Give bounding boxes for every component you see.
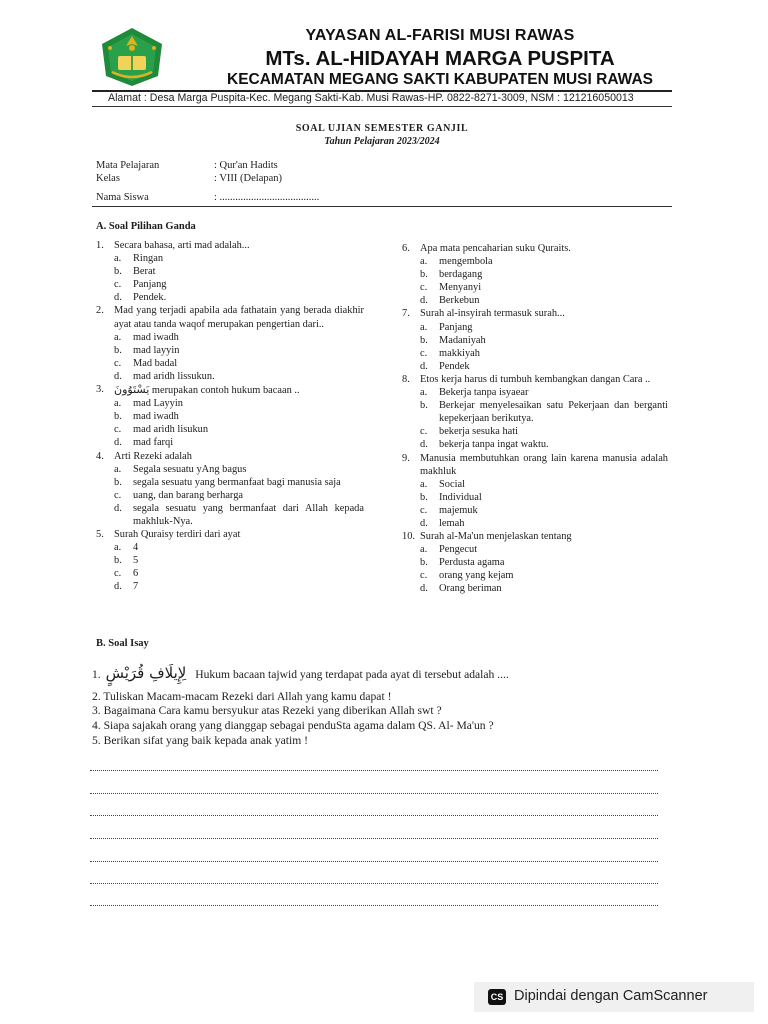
option: bekerja tanpa ingat waktu.: [439, 439, 549, 451]
question-7: 7. Surah al-insyirah termasuk surah... a. Panjang b. Madaniyah c. makkiyah d. Pendek: [402, 308, 565, 372]
option: mengembola: [439, 256, 493, 268]
question-2: 2. Mad yang terjadi apabila ada fathatain yang berada diakhir ayat atau tanda waqof merupakan pengertian dari.. a. mad iwadh b. mad layyin c. Mad badal d. mad aridh lissukun.: [96, 305, 364, 382]
question-text: Surah Quraisy terdiri dari ayat: [114, 529, 241, 541]
option: segala sesuatu yang bermanfaat bagi manusia saja: [133, 476, 341, 488]
address-rule: [92, 106, 672, 107]
option: Perdusta agama: [439, 557, 505, 569]
section-a-title: A. Soal Pilihan Ganda: [96, 221, 196, 232]
identity-class: [96, 173, 282, 184]
essay-question-2: 2. Tuliskan Macam-macam Rezeki dari Allah yang kamu dapat !: [92, 690, 392, 703]
identity-value: : VIII (Delapan): [214, 173, 283, 184]
option: mad iwadh: [133, 331, 179, 343]
option: Panjang: [439, 321, 473, 333]
option: Pengecut: [439, 544, 478, 556]
answer-line: [90, 883, 658, 884]
option: mad farqi: [133, 437, 174, 449]
question-text: Arti Rezeki adalah: [114, 450, 192, 462]
question-text: Apa mata pencaharian suku Quraits.: [420, 243, 571, 254]
identity-label: Nama Siswa: [96, 192, 149, 203]
option: Berkebun: [439, 295, 480, 307]
essay-number: 1.: [92, 668, 101, 681]
option: uang, dan barang berharga: [133, 489, 244, 501]
option: Segala sesuatu yAng bagus: [133, 463, 247, 475]
watermark-text: Dipindai dengan CamScanner: [514, 988, 708, 1004]
identity-subject: [96, 160, 278, 171]
question-text: Surah al-insyirah termasuk surah...: [420, 308, 565, 320]
option: Social: [439, 478, 465, 490]
option: Pendek: [439, 360, 470, 372]
question-10: 10. Surah al-Ma'un menjelaskan tentang a. Pengecut b. Perdusta agama c. orang yang kejam d. Orang beriman: [402, 531, 572, 595]
option: Ringan: [133, 253, 164, 265]
option: lemah: [439, 517, 465, 529]
question-text: Surah al-Ma'un menjelaskan tentang: [420, 531, 572, 543]
option: 4: [133, 542, 139, 554]
option: Berkejar menyelesaikan satu Pekerjaan dan berganti kepekerjaan berikutya.: [439, 400, 668, 425]
question-text: Secara bahasa, arti mad adalah...: [114, 240, 250, 251]
question-text: Mad yang terjadi apabila ada fathatain yang berada diakhir ayat atau tanda waqof merupakan pengertian dari..: [114, 305, 364, 330]
district-name: KECAMATAN MEGANG SAKTI KABUPATEN MUSI RAWAS: [227, 71, 653, 88]
option: mad aridh lissukun.: [133, 370, 215, 382]
option: 6: [133, 568, 139, 580]
option: makkiyah: [439, 347, 480, 359]
question-text: Manusia membutuhkan orang lain karena manusia adalah makhluk: [420, 452, 668, 477]
option: majemuk: [439, 504, 478, 516]
question-5: 5. Surah Quraisy terdiri dari ayat a. 4 b. 5 c. 6 d. 7: [96, 529, 241, 593]
essay-question-3: 3. Bagaimana Cara kamu bersyukur atas Rezeki yang diberikan Allah swt ?: [92, 704, 442, 717]
question-3: 3. يَسْتَوُونَ merupakan contoh hukum bacaan .. a. mad Layyin b. mad iwadh c. mad aridh lisukun d. mad farqi: [96, 383, 300, 449]
answer-line: [90, 905, 658, 906]
answer-line: [90, 815, 658, 816]
option: Orang beriman: [439, 583, 502, 595]
questions-right-column: [402, 242, 668, 596]
answer-line: [90, 770, 658, 771]
questions-left-column: [96, 239, 364, 594]
camscanner-icon: CS: [488, 989, 506, 1005]
option: bekerja sesuka hati: [439, 426, 519, 438]
question-1: 1. Secara bahasa, arti mad adalah... a. Ringan b. Berat c. Panjang d. Pendek.: [96, 240, 250, 304]
question-9: 9. Manusia membutuhkan orang lain karena manusia adalah makhluk a. Social b. Individual c. majemuk d. lemah: [402, 452, 668, 529]
essay-question-1: [92, 664, 509, 682]
option: 7: [133, 581, 139, 593]
answer-line: [90, 793, 658, 794]
identity-value: : ......................................: [214, 192, 320, 203]
identity-label: Mata Pelajaran: [96, 160, 160, 171]
option: Menyanyi: [439, 282, 482, 294]
option: mad layyin: [133, 344, 180, 356]
question-6: 6. Apa mata pencaharian suku Quraits. a. mengembola b. berdagang c. Menyanyi d. Berkebun: [402, 243, 571, 307]
answer-line: [90, 861, 658, 862]
option: segala sesuatu yang bermanfaat dari Allah kepada makhluk-Nya.: [133, 502, 364, 527]
school-logo-icon: [96, 26, 168, 88]
essay-text: Hukum bacaan tajwid yang terdapat pada ayat di tersebut adalah ....: [195, 668, 509, 681]
answer-line: [90, 838, 658, 839]
option: Pendek.: [133, 292, 167, 304]
option: mad iwadh: [133, 411, 179, 423]
question-8: 8. Etos kerja harus di tumbuh kembangkan dangan Cara .. a. Bekerja tanpa isyaear b. Berkejar menyelesaikan satu Pekerjaan dan berganti kepekerjaan berikutya. c. bekerja sesuka hati d. bekerja tanpa ingat waktu.: [402, 373, 668, 451]
essay-question-4: 4. Siapa sajakah orang yang dianggap sebagai penduSta agama dalam QS. Al- Ma'un ?: [92, 719, 494, 732]
option: 5: [133, 555, 139, 567]
option: Mad badal: [133, 357, 178, 369]
option: mad aridh lisukun: [133, 424, 209, 436]
essay-question-5: 5. Berikan sifat yang baik kepada anak yatim !: [92, 734, 309, 747]
exam-title: SOAL UJIAN SEMESTER GANJIL: [295, 123, 469, 134]
identity-student-name: [96, 192, 319, 203]
arabic-word: يَسْتَوُونَ: [114, 383, 150, 397]
option: Panjang: [133, 279, 167, 291]
exam-year: Tahun Pelajaran 2023/2024: [324, 136, 440, 147]
foundation-name: YAYASAN AL-FARISI MUSI RAWAS: [305, 27, 575, 44]
question-text: Etos kerja harus di tumbuh kembangkan dangan Cara ..: [420, 373, 651, 385]
option: Berat: [133, 266, 156, 278]
identity-label: Kelas: [96, 173, 120, 184]
option: orang yang kejam: [439, 570, 514, 582]
school-address: Alamat : Desa Marga Puspita-Kec. Megang Sakti-Kab. Musi Rawas-HP. 0822-8271-3009, NSM : 121216050013: [108, 92, 634, 104]
question-text: merupakan contoh hukum bacaan ..: [149, 385, 300, 397]
identity-value: : Qur'an Hadits: [214, 160, 278, 171]
option: Madaniyah: [439, 334, 486, 346]
option: berdagang: [439, 269, 483, 281]
option: Individual: [439, 491, 482, 503]
school-name: MTs. AL-HIDAYAH MARGA PUSPITA: [265, 47, 615, 70]
identity-rule: [92, 206, 672, 207]
question-4: 4. Arti Rezeki adalah a. Segala sesuatu yAng bagus b. segala sesuatu yang bermanfaat bagi manusia saja c. uang, dan barang berharga d. segala sesuatu yang bermanfaat dari Allah kepada makhluk-Nya.: [96, 450, 364, 527]
option: Bekerja tanpa isyaear: [439, 387, 529, 399]
arabic-verse: لِإِيلَافِ قُرَيْشٍ: [105, 664, 187, 682]
option: mad Layyin: [133, 398, 183, 410]
camscanner-watermark: [474, 982, 754, 1012]
section-b-title: B. Soal Isay: [96, 638, 149, 649]
